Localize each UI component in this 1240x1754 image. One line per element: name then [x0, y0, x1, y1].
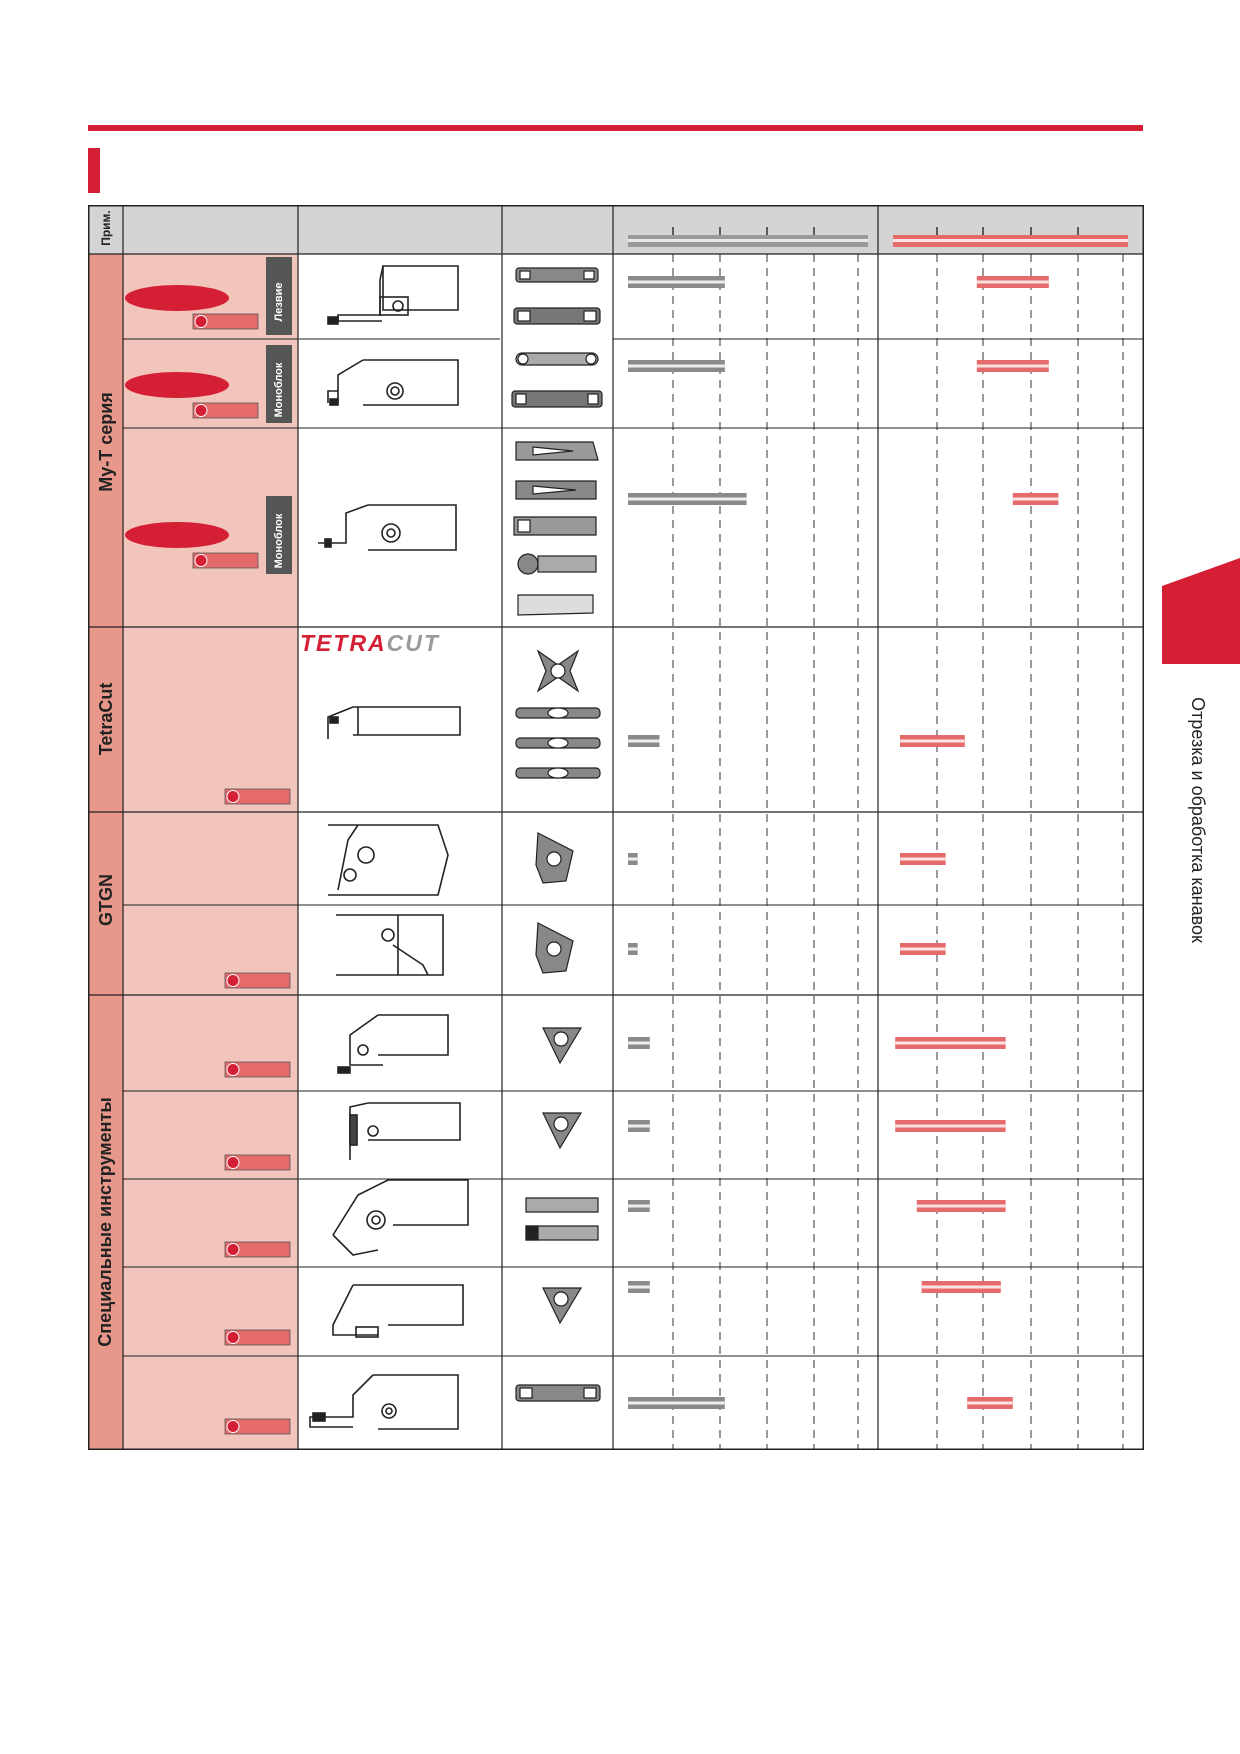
range-bar-red-highlight [900, 740, 965, 743]
note-header-label: Прим. [99, 210, 113, 246]
range-bar-red-highlight [922, 1286, 1001, 1289]
range-bar-gray-highlight [628, 498, 747, 501]
range-bar-gray-highlight [628, 1125, 650, 1128]
range-bar-gray-highlight [628, 1205, 650, 1208]
series-oval [125, 522, 229, 548]
insert-drawings [512, 268, 602, 1401]
section-marker [88, 148, 100, 193]
range-bar-red-highlight [977, 281, 1049, 284]
range-bar-red-highlight [977, 365, 1049, 368]
group-label-gtgn: GTGN [96, 874, 116, 926]
type-badge-blade: Лезвие [273, 282, 285, 322]
group-label-mytr: My-T серия [96, 392, 116, 492]
group-label-special: Специальные инструменты [95, 1097, 115, 1347]
name-cells-lower [123, 812, 298, 1450]
range-bar-red-highlight [895, 1125, 1005, 1128]
tetracut-logo-left: TETRA [300, 630, 387, 656]
tetracut-logo [300, 630, 485, 656]
type-badge-mono: Моноблок [273, 513, 285, 569]
series-oval [125, 372, 229, 398]
range-bar-gray-highlight [628, 858, 638, 861]
range-bar-gray-highlight [628, 1042, 650, 1045]
range-bar-gray-highlight [628, 740, 659, 743]
tetracut-logo-right: CUT [386, 630, 440, 656]
range-bar-gray-highlight [628, 948, 638, 951]
range-bar-gray-highlight [628, 1286, 650, 1289]
holder-drawings [310, 266, 468, 1429]
range-bar-gray-highlight [628, 281, 725, 284]
range-bar-red-highlight [917, 1205, 1006, 1208]
range-bar-red-highlight [900, 858, 946, 861]
selection-table [88, 205, 1144, 1450]
range-bar-red-highlight [895, 1042, 1005, 1045]
series-oval [125, 285, 229, 311]
chapter-tab-label: Отрезка и обработка канавок [1188, 697, 1208, 943]
range-bar-red-highlight [900, 948, 946, 951]
range-bar-red-highlight [1013, 498, 1059, 501]
range-bar-gray-highlight [628, 1402, 725, 1405]
table-graphics [88, 205, 1144, 1450]
range-bar-red-highlight [967, 1402, 1013, 1405]
group-label-tetracut: TetraCut [96, 682, 116, 756]
range-guides [673, 254, 1123, 1450]
range-bar-gray-highlight [628, 365, 725, 368]
chapter-tab [1162, 558, 1240, 664]
top-rule [88, 125, 1143, 131]
chapter-tab-shape [1162, 558, 1240, 664]
type-badge-mono: Моноблок [273, 362, 285, 418]
range-bars [628, 276, 1058, 1409]
